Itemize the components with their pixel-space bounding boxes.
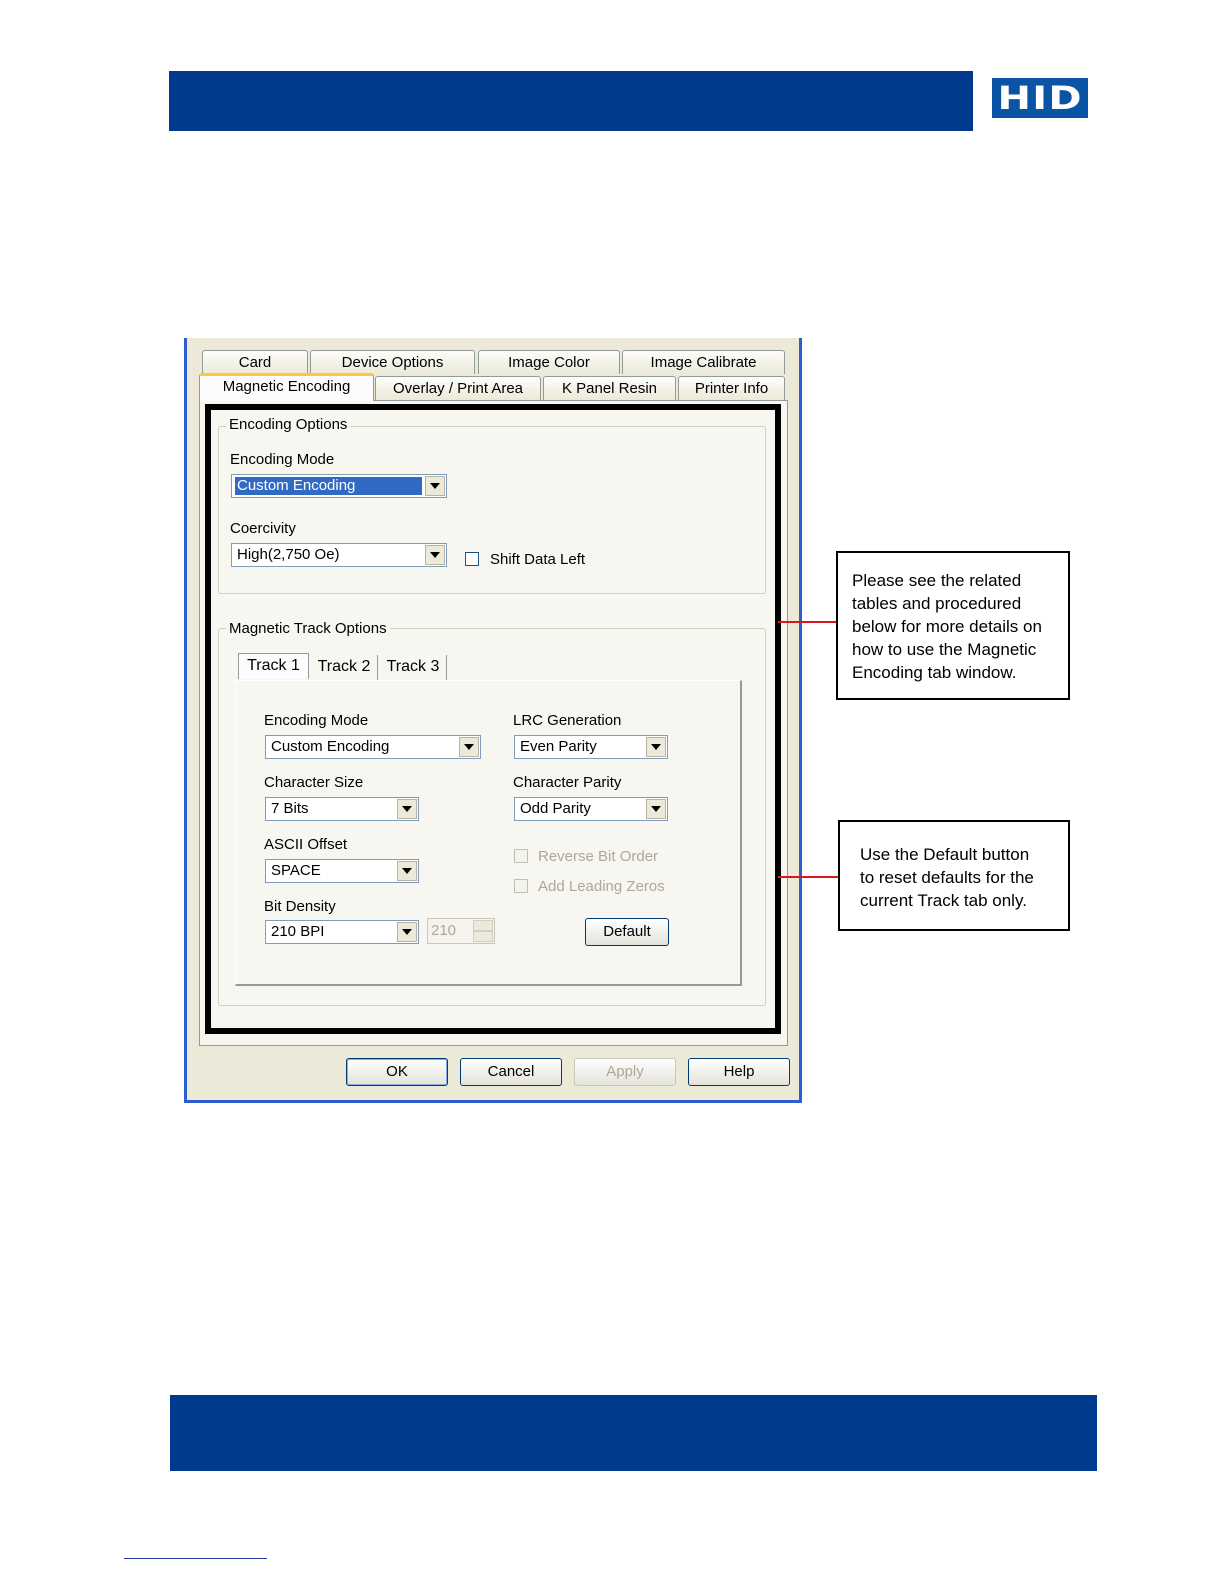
- callout-line: current Track tab only.: [860, 891, 1027, 910]
- cancel-button[interactable]: Cancel: [460, 1058, 562, 1086]
- bit-density-spinner-value: 210: [431, 922, 457, 939]
- help-button[interactable]: Help: [688, 1058, 790, 1086]
- encoding-mode-label: Encoding Mode: [230, 451, 335, 468]
- tab-image-color[interactable]: Image Color: [478, 350, 620, 374]
- callout-default-button: [838, 820, 1070, 931]
- tab-printer-info[interactable]: Printer Info: [678, 376, 785, 400]
- hid-logo: HID: [992, 78, 1088, 118]
- reverse-bit-order-label: Reverse Bit Order: [538, 848, 659, 865]
- tab-track-2[interactable]: Track 2: [311, 655, 378, 681]
- character-size-label: Character Size: [264, 774, 364, 791]
- magnetic-track-options-legend: Magnetic Track Options: [226, 620, 390, 637]
- add-leading-zeros-label: Add Leading Zeros: [538, 878, 665, 895]
- callout-line: below for more details on: [852, 617, 1042, 636]
- callout-line: how to use the Magnetic: [852, 640, 1037, 659]
- ascii-offset-label: ASCII Offset: [264, 836, 348, 853]
- lrc-generation-label: LRC Generation: [513, 712, 622, 729]
- footer-rule: [124, 1558, 267, 1559]
- tab-device-options[interactable]: Device Options: [310, 350, 475, 374]
- ascii-offset-value: SPACE: [271, 862, 321, 879]
- callout-line: tables and procedured: [852, 594, 1022, 613]
- highlight-frame: [205, 404, 781, 1034]
- callout-line: Please see the related: [852, 571, 1022, 590]
- callout-leader-1: [778, 621, 838, 623]
- callout-line: to reset defaults for the: [860, 868, 1034, 887]
- apply-button[interactable]: Apply: [574, 1058, 676, 1086]
- tab-image-calibrate[interactable]: Image Calibrate: [622, 350, 785, 374]
- tab-track-1[interactable]: Track 1: [238, 653, 309, 679]
- tab-overlay-print-area[interactable]: Overlay / Print Area: [375, 376, 541, 400]
- callout-line: Encoding tab window.: [852, 663, 1017, 682]
- tab-card[interactable]: Card: [202, 350, 308, 374]
- encoding-options-legend: Encoding Options: [226, 416, 350, 433]
- lrc-generation-value: Even Parity: [520, 738, 597, 755]
- character-parity-value: Odd Parity: [520, 800, 591, 817]
- track-encoding-mode-value: Custom Encoding: [271, 738, 390, 755]
- track-encoding-mode-label: Encoding Mode: [264, 712, 369, 729]
- coercivity-value: High(2,750 Oe): [237, 546, 340, 563]
- tab-magnetic-encoding[interactable]: Magnetic Encoding: [199, 373, 374, 401]
- callout-line: Use the Default button: [860, 845, 1030, 864]
- footer-band: [170, 1395, 1097, 1471]
- bit-density-value: 210 BPI: [271, 923, 325, 940]
- coercivity-label: Coercivity: [230, 520, 296, 537]
- ok-button[interactable]: OK: [346, 1058, 448, 1086]
- callout-leader-2: [778, 876, 840, 878]
- encoding-mode-value: Custom Encoding: [235, 477, 422, 495]
- callout-magnetic-encoding: [836, 551, 1070, 700]
- header-band: [169, 71, 973, 131]
- shift-data-left-label: Shift Data Left: [490, 551, 586, 568]
- character-size-value: 7 Bits: [271, 800, 309, 817]
- default-button[interactable]: Default: [585, 918, 669, 946]
- printer-preferences-dialog: [184, 338, 802, 1103]
- tab-track-3[interactable]: Track 3: [380, 655, 447, 681]
- bit-density-label: Bit Density: [264, 898, 336, 915]
- character-parity-label: Character Parity: [513, 774, 622, 791]
- tab-k-panel-resin[interactable]: K Panel Resin: [543, 376, 676, 400]
